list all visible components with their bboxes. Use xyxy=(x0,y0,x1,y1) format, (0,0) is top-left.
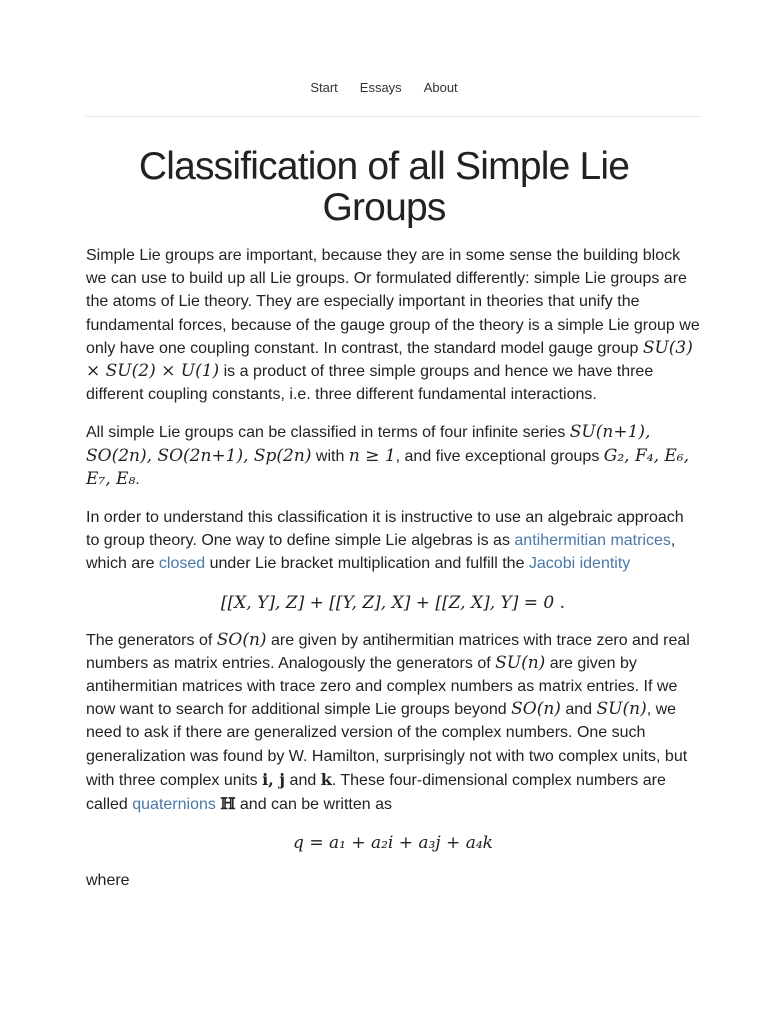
text: are given by antihermitian matrices with trace zero and real numbers as matrix entries. Analogously the generators of xyxy=(86,631,690,672)
antihermitian-matrices-link[interactable]: antihermitian matrices xyxy=(514,532,671,550)
paragraph-where: where xyxy=(86,872,130,890)
quaternion-equation: q = a₁ + a₂i + a₃j + a₄k xyxy=(293,833,493,854)
paragraph-generators xyxy=(86,629,700,817)
text: , and five exceptional groups xyxy=(395,447,604,465)
text: and xyxy=(560,701,597,719)
text: , which are xyxy=(86,532,676,573)
paragraph-intro xyxy=(86,244,700,406)
page-title xyxy=(86,146,682,228)
text: , we need to ask if there are generalized version of the complex numbers. One such generalization was found by W. Hamilton, surprisingly not with two complex units, but with three complex units xyxy=(86,701,688,789)
math-inline: SU(n+1), SO(2n), SO(2n+1), Sp(2n) xyxy=(86,422,651,466)
text: . xyxy=(135,470,140,488)
math-inline: k xyxy=(320,769,332,789)
text: and xyxy=(285,771,321,789)
text: . These four-dimensional complex numbers are called xyxy=(86,771,666,814)
nav-essays-link[interactable]: Essays xyxy=(359,80,402,95)
math-inline: n ≥ 1 xyxy=(348,445,396,466)
nav-about-link[interactable]: About xyxy=(423,80,458,95)
text: with xyxy=(311,447,349,465)
math-inline: SO(n) xyxy=(216,629,267,650)
jacobi-equation: [[X, Y], Z] + [[Y, Z], X] + [[Z, X], Y] = 0 . xyxy=(220,592,566,613)
article-body xyxy=(86,244,700,907)
math-inline: SU(3) × SU(2) × U(1) xyxy=(86,337,693,382)
text: Simple Lie groups are important, because they are in some sense the building block we can use to build up all Lie groups. Or formulated differently: simple Lie groups are the atoms of Lie theory. They are especially important in theories that unify the fundamental forces, because of the gauge group of the theory is a simple Lie group we only have one coupling constant. In contrast, the standard model gauge group xyxy=(86,247,700,357)
page-title-line1: Classification of all Simple Lie xyxy=(138,145,630,188)
text: are given by antihermitian matrices with trace zero and complex numbers as matrix entries. If we now want to search for additional simple Lie groups beyond xyxy=(86,654,678,719)
header-divider xyxy=(86,116,700,117)
text: In order to understand this classification it is instructive to use an algebraic approach to group theory. One way to define simple Lie algebras is as xyxy=(86,509,684,550)
nav-start-link[interactable]: Start xyxy=(310,80,338,95)
math-inline: SU(n) xyxy=(596,699,647,720)
text: is a product of three simple groups and hence we have three different coupling constants, i.e. three different fundamental interactions. xyxy=(86,363,654,404)
math-inline: i, j xyxy=(262,769,286,789)
text: and can be written as xyxy=(235,796,392,814)
closed-link[interactable]: closed xyxy=(158,555,206,573)
math-inline: G₂, F₄, E₆, E₇, E₈ xyxy=(86,445,690,489)
quaternions-link[interactable]: quaternions xyxy=(132,796,216,814)
text: The generators of xyxy=(86,631,217,649)
quaternion-symbol: ℍ xyxy=(220,794,236,814)
paragraph-algebraic xyxy=(86,506,700,576)
page-title-line2: Groups xyxy=(322,186,446,229)
text: under Lie bracket multiplication and fulfill the xyxy=(205,555,529,573)
paragraph-series xyxy=(86,421,700,491)
jacobi-identity-link[interactable]: Jacobi identity xyxy=(528,555,631,573)
math-inline: SU(n) xyxy=(495,652,546,673)
top-nav xyxy=(0,80,768,95)
math-inline: SO(n) xyxy=(511,699,561,720)
text: All simple Lie groups can be classified in terms of four infinite series xyxy=(86,424,570,442)
